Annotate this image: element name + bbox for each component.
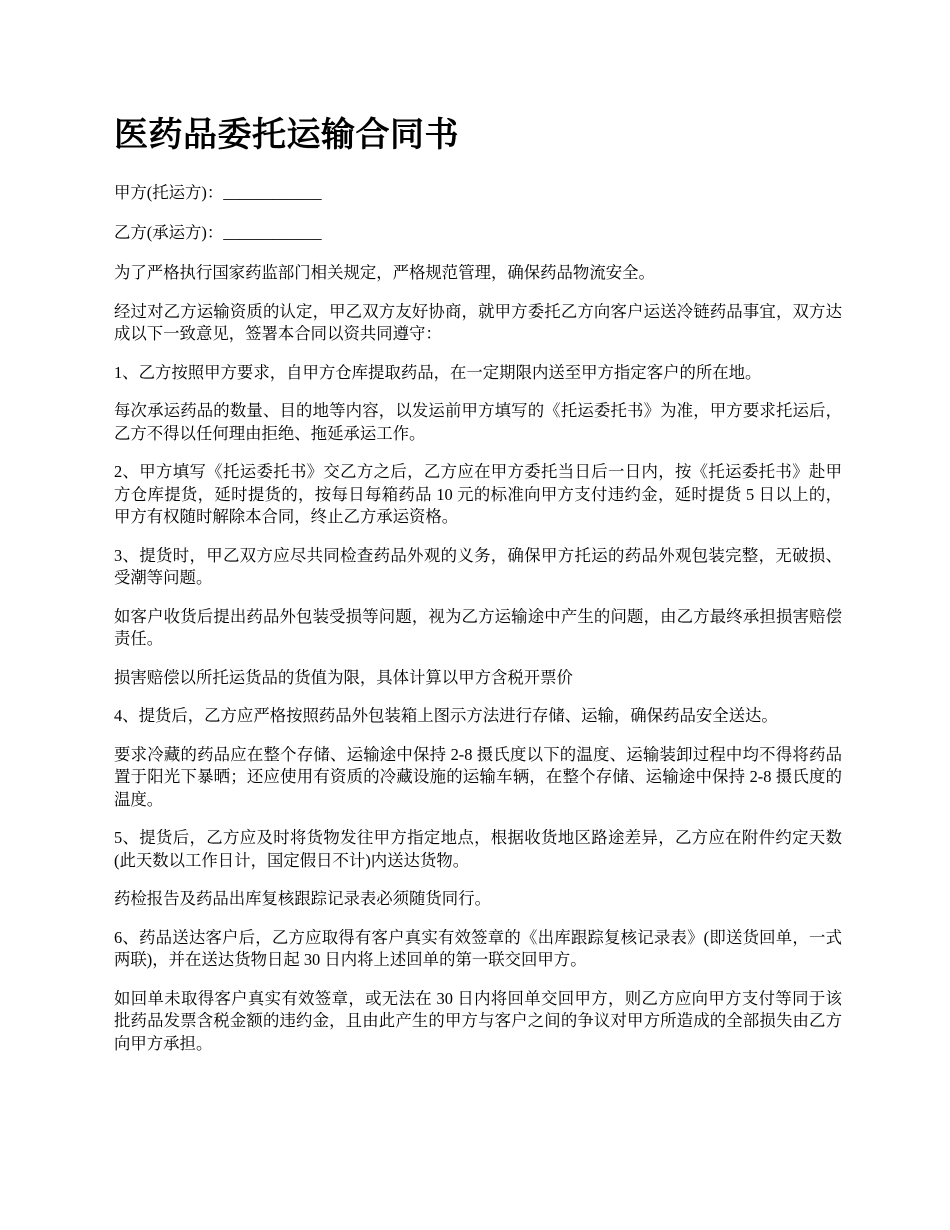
contract-document: [114, 112, 842, 1071]
clause-5: 5、提货后，乙方应及时将货物发往甲方指定地点，根据收货地区路途差异，乙方应在附件约定天数(此天数以工作日计，国定假日不计)内送达货物。: [114, 828, 842, 870]
paragraph: 为了严格执行国家药监部门相关规定，严格规范管理，确保药品物流安全。: [114, 263, 655, 282]
paragraph: 如回单未取得客户真实有效签章，或无法在 30 日内将回单交回甲方，则乙方应向甲方支付等同于该批药品发票含税金额的违约金，且由此产生的甲方与客户之间的争议对甲方所造成的全部损失由乙方向甲方承担。: [114, 988, 842, 1053]
clause-2: 2、甲方填写《托运委托书》交乙方之后，乙方应在甲方委托当日后一日内，按《托运委托书》赴甲方仓库提货，延时提货的，按每日每箱药品 10 元的标准向甲方支付违约金，延时提货 5 日以上的，甲方有权随时解除本合同，终止乙方承运资格。: [114, 462, 842, 526]
clause-1: 1、乙方按照甲方要求，自甲方仓库提取药品，在一定期限内送至甲方指定客户的所在地。: [114, 362, 762, 382]
paragraph: 每次承运药品的数量、目的地等内容，以发运前甲方填写的《托运委托书》为准，甲方要求托运后，乙方不得以任何理由拒绝、拖延承运工作。: [114, 401, 842, 443]
paragraph: 药检报告及药品出库复核跟踪记录表必须随货同行。: [114, 889, 491, 908]
paragraph: 如客户收货后提出药品外包装受损等问题，视为乙方运输途中产生的问题，由乙方最终承担损害赔偿责任。: [114, 606, 842, 648]
party-b-line: 乙方(承运方)：____________: [114, 223, 322, 242]
paragraph: 经过对乙方运输资质的认定，甲乙双方友好协商，就甲方委托乙方向客户运送冷链药品事宜，双方达成以下一致意见，签署本合同以资共同遵守：: [114, 301, 842, 343]
clause-6: 6、药品送达客户后，乙方应取得有客户真实有效签章的《出库跟踪复核记录表》(即送货回单，一式两联)，并在送达货物日起 30 日内将上述回单的第一联交回甲方。: [114, 927, 842, 969]
clause-4: 4、提货后，乙方应严格按照药品外包装箱上图示方法进行存储、运输，确保药品安全送达。: [114, 706, 778, 725]
paragraph: 损害赔偿以所托运货品的货值为限，具体计算以甲方含税开票价: [114, 667, 573, 687]
party-a-line: 甲方(托运方)：____________: [114, 183, 322, 202]
clause-3: 3、提货时，甲乙双方应尽共同检查药品外观的义务，确保甲方托运的药品外观包装完整，无破损、受潮等问题。: [114, 545, 842, 587]
document-title: 医药品委托运输合同书: [114, 117, 459, 154]
paragraph: 要求冷藏的药品应在整个存储、运输途中保持 2-8 摄氏度以下的温度、运输装卸过程中均不得将药品置于阳光下暴晒；还应使用有资质的冷藏设施的运输车辆，在整个存储、运输途中保持 2-8 摄氏度的温度。: [114, 744, 842, 809]
